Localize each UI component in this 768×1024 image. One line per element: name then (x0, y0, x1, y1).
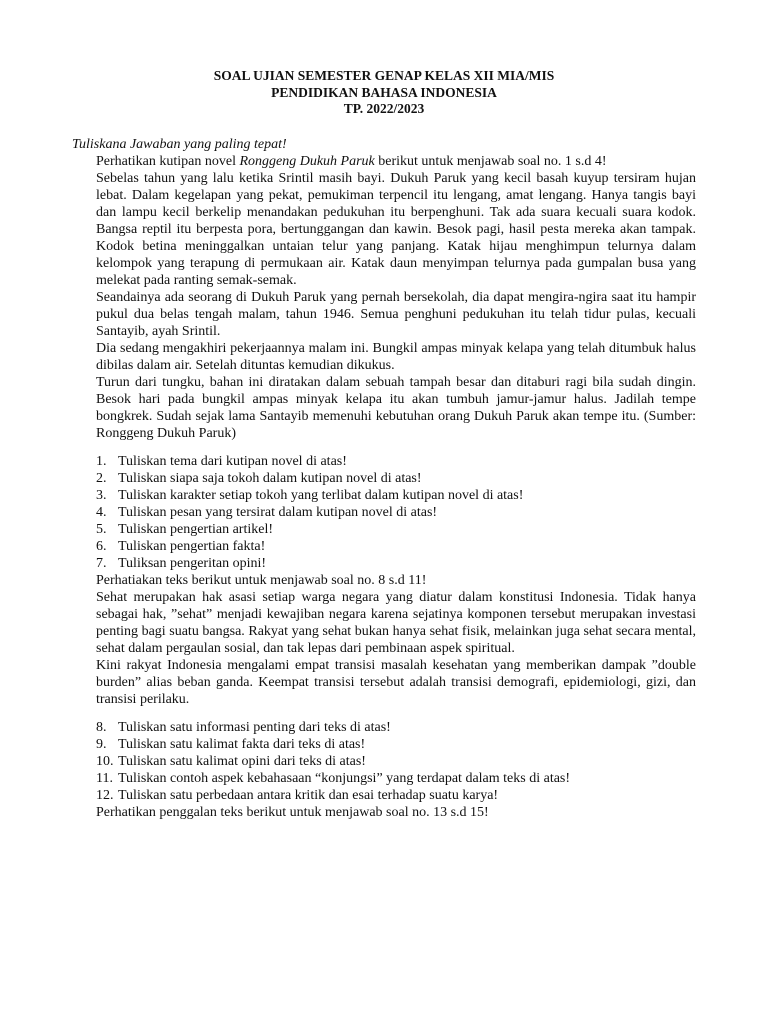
instruction: Tuliskana Jawaban yang paling tepat! (72, 136, 287, 152)
exam-content (96, 153, 696, 821)
question-text: Tuliskan siapa saja tokoh dalam kutipan novel di atas! (118, 470, 422, 486)
question-item (96, 736, 696, 753)
question-item (96, 504, 696, 521)
question-item (96, 770, 696, 787)
question-text: Tuliskan pengertian artikel! (118, 521, 274, 537)
question-text: Tuliksan pengeritan opini! (118, 555, 267, 571)
passage-paragraph: Sebelas tahun yang lalu ketika Srintil masih bayi. Dukuh Paruk yang kecil basah kuyup tersiram hujan lebat. Dalam kegelapan yang pekat, pemukiman terpencil itu lengang, amat lengang. Hanya tangis bayi dan lampu kecil berkelip menandakan pedukuhan itu berpenghuni. Tak ada suara kecuali suara kodok. Bangsa reptil itu berpesta pora, bertunggangan dan kawin. Besok pagi, hasil pesta mereka akan tampak. Kodok betina meninggalkan untaian telur yang panjang. Katak hijau menghimpun telurnya dalam kelompok yang terapung di permukaan air. Katak daun menyimpan telurnya pada gumpalan busa yang melekat pada ranting semak-semak. (96, 170, 696, 288)
question-item (96, 521, 696, 538)
passage-paragraph: Seandainya ada seorang di Dukuh Paruk yang pernah bersekolah, dia dapat mengira-ngira saat itu hampir pukul dua belas tengah malam, tahun 1946. Semua penghuni pedukuhan itu telah tidur pulas, kecuali Santayib, ayah Srintil. (96, 289, 696, 339)
document-header (72, 68, 696, 118)
question-number: 3. (96, 487, 107, 503)
question-number: 10. (96, 753, 114, 769)
question-item (96, 753, 696, 770)
question-number: 8. (96, 719, 107, 735)
question-list-1 (96, 453, 696, 572)
question-number: 4. (96, 504, 107, 520)
question-text: Tuliskan satu kalimat opini dari teks di atas! (118, 753, 366, 769)
question-number: 12. (96, 787, 114, 803)
question-number: 7. (96, 555, 107, 571)
section3-intro: Perhatikan penggalan teks berikut untuk menjawab soal no. 13 s.d 15! (96, 804, 489, 820)
question-text: Tuliskan tema dari kutipan novel di atas! (118, 453, 347, 469)
question-number: 2. (96, 470, 107, 486)
question-number: 1. (96, 453, 107, 469)
header-line-1: SOAL UJIAN SEMESTER GENAP KELAS XII MIA/MIS (213, 68, 555, 83)
question-item (96, 787, 696, 804)
question-number: 5. (96, 521, 107, 537)
section1-intro-before: Perhatikan kutipan novel (96, 153, 240, 169)
question-text: Tuliskan pengertian fakta! (118, 538, 266, 554)
question-text: Tuliskan contoh aspek kebahasaan “konjungsi” yang terdapat dalam teks di atas! (118, 770, 571, 786)
question-item (96, 453, 696, 470)
question-text: Tuliskan satu kalimat fakta dari teks di atas! (118, 736, 366, 752)
novel-title: Ronggeng Dukuh Paruk (239, 153, 375, 169)
question-item (96, 719, 696, 736)
header-line-2: PENDIDIKAN BAHASA INDONESIA (271, 84, 497, 100)
question-item (96, 470, 696, 487)
question-item (96, 487, 696, 504)
question-text: Tuliskan karakter setiap tokoh yang terlibat dalam kutipan novel di atas! (118, 487, 524, 503)
section1-intro-after: berikut untuk menjawab soal no. 1 s.d 4! (374, 153, 607, 169)
section1-intro (96, 153, 696, 170)
passage-paragraph: Dia sedang mengakhiri pekerjaannya malam ini. Bungkil ampas minyak kelapa yang telah ditumbuk halus dibilas dalam air. Setelah dituntas kemudian dikukus. (96, 340, 696, 373)
passage-paragraph: Kini rakyat Indonesia mengalami empat transisi masalah kesehatan yang memberikan dampak ”double burden” alias beban ganda. Keempat transisi tersebut adalah transisi demografi, epidemiologi, gizi, dan transisi perilaku. (96, 657, 696, 707)
passage-paragraph: Turun dari tungku, bahan ini diratakan dalam sebuah tampah besar dan ditaburi ragi bila sudah dingin. Besok hari pada bungkil ampas minyak kelapa itu akan tumbuh jamur-jamur halus. Jadilah tempe bongkrek. Sudah sejak lama Santayib memenuhi kebutuhan orang Dukuh Paruk akan tempe itu. (Sumber: Ronggeng Dukuh Paruk) (96, 374, 696, 441)
question-text: Tuliskan satu informasi penting dari teks di atas! (118, 719, 391, 735)
passage-paragraph: Sehat merupakan hak asasi setiap warga negara yang diatur dalam konstitusi Indonesia. Tidak hanya sebagai hak, ”sehat” menjadi kewajiban negara karena sejatinya komponen tersebut merupakan investasi penting bagi suatu bangsa. Rakyat yang sehat bukan hanya sehat fisik, melainkan juga sehat secara mental, sehat dalam pergaulan sosial, dan tak lepas dari pembinaan aspek spiritual. (96, 589, 696, 656)
section2-intro: Perhatiakan teks berikut untuk menjawab soal no. 8 s.d 11! (96, 572, 427, 588)
question-number: 9. (96, 736, 107, 752)
question-number: 6. (96, 538, 107, 554)
question-item (96, 538, 696, 555)
question-number: 11. (96, 770, 113, 786)
header-line-3: TP. 2022/2023 (343, 101, 425, 116)
question-text: Tuliskan satu perbedaan antara kritik dan esai terhadap suatu karya! (118, 787, 499, 803)
question-item (96, 555, 696, 572)
question-list-2 (96, 719, 696, 804)
question-text: Tuliskan pesan yang tersirat dalam kutipan novel di atas! (118, 504, 438, 520)
